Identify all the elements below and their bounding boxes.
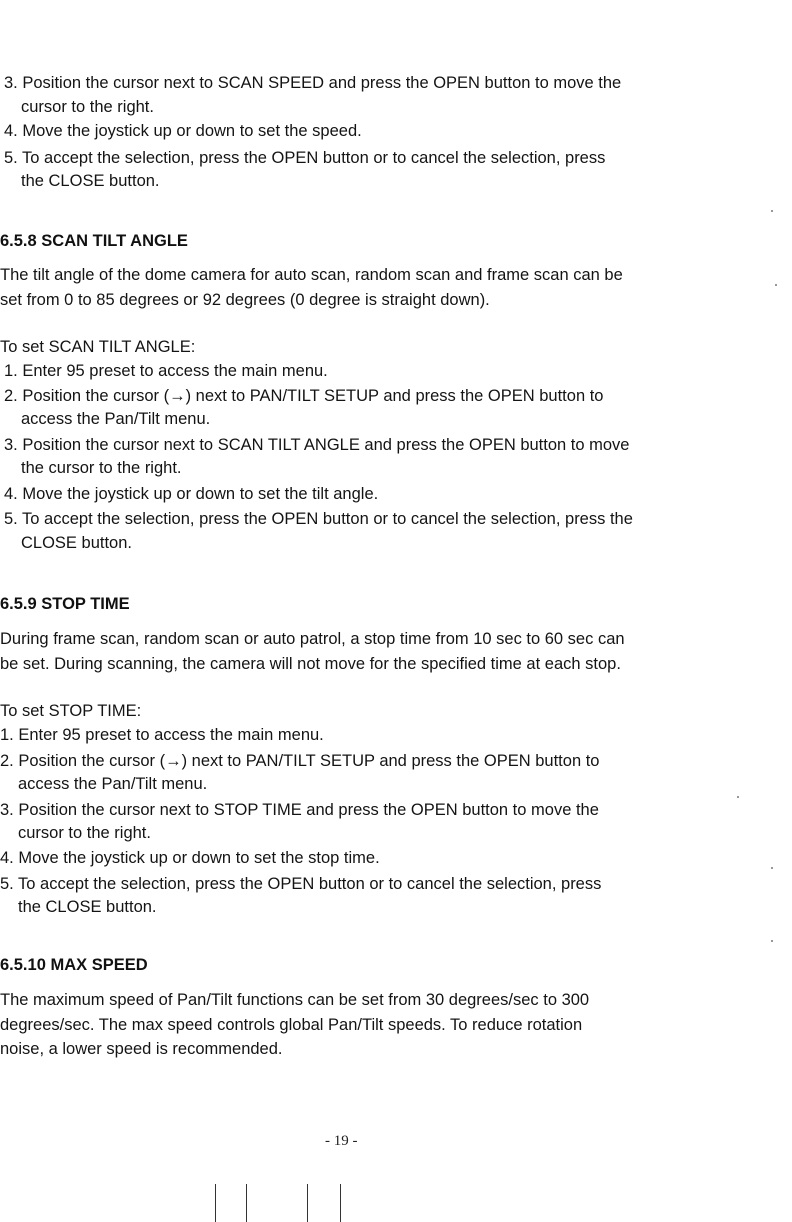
step-line: 2. Position the cursor (→) next to PAN/TILT SETUP and press the OPEN button to	[4, 387, 604, 405]
step-line: 4. Move the joystick up or down to set the speed.	[4, 122, 362, 140]
step-line: 4. Move the joystick up or down to set the stop time.	[0, 849, 380, 867]
scan-speck	[771, 210, 773, 212]
scan-speck	[775, 284, 777, 286]
paragraph-line: set from 0 to 85 degrees or 92 degrees (0 degree is straight down).	[0, 291, 490, 309]
step-line: cursor to the right.	[21, 98, 154, 116]
paragraph-line: noise, a lower speed is recommended.	[0, 1040, 283, 1058]
scan-mark	[246, 1184, 247, 1222]
scan-speck	[771, 867, 773, 869]
step-line: 2. Position the cursor (→) next to PAN/TILT SETUP and press the OPEN button to	[0, 752, 600, 770]
step-line: CLOSE button.	[21, 534, 132, 552]
step-line: access the Pan/Tilt menu.	[18, 775, 208, 793]
step-line: 3. Position the cursor next to SCAN SPEED and press the OPEN button to move the	[4, 74, 622, 92]
paragraph-line: be set. During scanning, the camera will not move for the specified time at each stop.	[0, 655, 621, 673]
step-line: 5. To accept the selection, press the OPEN button or to cancel the selection, press	[4, 149, 606, 167]
page-number: - 19 -	[325, 1133, 358, 1149]
scan-mark	[340, 1184, 341, 1222]
section-heading-max-speed: 6.5.10 MAX SPEED	[0, 956, 148, 974]
step-line: 5. To accept the selection, press the OPEN button or to cancel the selection, press the	[4, 510, 633, 528]
paragraph-line: During frame scan, random scan or auto patrol, a stop time from 10 sec to 60 sec can	[0, 630, 625, 648]
step-line: cursor to the right.	[18, 824, 151, 842]
step-line: the CLOSE button.	[18, 898, 157, 916]
procedure-intro: To set STOP TIME:	[0, 702, 142, 720]
procedure-intro: To set SCAN TILT ANGLE:	[0, 338, 196, 356]
scan-mark	[215, 1184, 216, 1222]
scan-mark	[307, 1184, 308, 1222]
scan-speck	[771, 940, 773, 942]
step-line: 1. Enter 95 preset to access the main menu.	[4, 362, 328, 380]
step-line: 5. To accept the selection, press the OPEN button or to cancel the selection, press	[0, 875, 602, 893]
step-line: 3. Position the cursor next to STOP TIME and press the OPEN button to move the	[0, 801, 599, 819]
step-line: the CLOSE button.	[21, 172, 160, 190]
step-line: 3. Position the cursor next to SCAN TILT ANGLE and press the OPEN button to move	[4, 436, 630, 454]
section-heading-stop-time: 6.5.9 STOP TIME	[0, 595, 130, 613]
step-line: the cursor to the right.	[21, 459, 182, 477]
step-line: 4. Move the joystick up or down to set the tilt angle.	[4, 485, 379, 503]
paragraph-line: The maximum speed of Pan/Tilt functions can be set from 30 degrees/sec to 300	[0, 991, 590, 1009]
paragraph-line: The tilt angle of the dome camera for auto scan, random scan and frame scan can be	[0, 266, 623, 284]
section-heading-scan-tilt-angle: 6.5.8 SCAN TILT ANGLE	[0, 232, 188, 250]
scan-speck	[737, 796, 739, 798]
step-line: 1. Enter 95 preset to access the main menu.	[0, 726, 324, 744]
step-line: access the Pan/Tilt menu.	[21, 410, 211, 428]
paragraph-line: degrees/sec. The max speed controls global Pan/Tilt speeds. To reduce rotation	[0, 1016, 583, 1034]
